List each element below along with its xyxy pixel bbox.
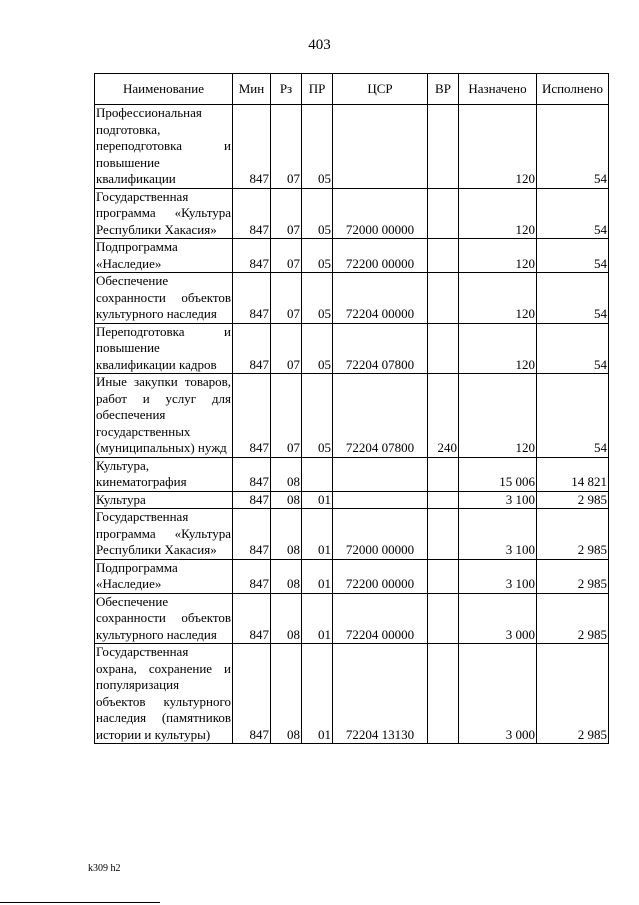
cell-csr: 72200 00000 xyxy=(333,239,428,273)
cell-executed: 2 985 xyxy=(537,593,609,644)
cell-vr: 240 xyxy=(428,374,459,458)
cell-executed: 54 xyxy=(537,105,609,189)
cell-name: Подпрограмма «Наследие» xyxy=(95,559,233,593)
table-body xyxy=(95,105,609,744)
cell-assigned: 120 xyxy=(459,273,537,324)
header-csr: ЦСР xyxy=(333,74,428,105)
footer-rule xyxy=(0,902,160,903)
cell-pr: 05 xyxy=(302,374,333,458)
cell-min: 847 xyxy=(233,239,271,273)
cell-assigned: 3 000 xyxy=(459,593,537,644)
cell-executed: 54 xyxy=(537,188,609,239)
cell-pr: 01 xyxy=(302,644,333,744)
cell-vr xyxy=(428,644,459,744)
cell-csr: 72200 00000 xyxy=(333,559,428,593)
table-row xyxy=(95,457,609,491)
cell-assigned: 120 xyxy=(459,105,537,189)
cell-pr: 01 xyxy=(302,491,333,509)
cell-csr: 72204 07800 xyxy=(333,374,428,458)
cell-pr: 01 xyxy=(302,509,333,560)
cell-vr xyxy=(428,509,459,560)
cell-pr: 05 xyxy=(302,239,333,273)
cell-assigned: 15 006 xyxy=(459,457,537,491)
cell-csr: 72204 00000 xyxy=(333,593,428,644)
cell-vr xyxy=(428,323,459,374)
cell-executed: 54 xyxy=(537,374,609,458)
cell-vr xyxy=(428,239,459,273)
cell-min: 847 xyxy=(233,457,271,491)
cell-csr: 72204 00000 xyxy=(333,273,428,324)
cell-min: 847 xyxy=(233,188,271,239)
cell-name: Подпрограмма «Наследие» xyxy=(95,239,233,273)
cell-name: Обеспечение сохранности объектов культурного наследия xyxy=(96,273,231,321)
header-pr: ПР xyxy=(302,74,333,105)
cell-rz: 08 xyxy=(271,491,302,509)
table-row xyxy=(95,559,609,593)
cell-rz: 08 xyxy=(271,644,302,744)
cell-executed: 2 985 xyxy=(537,491,609,509)
cell-vr xyxy=(428,457,459,491)
cell-csr xyxy=(333,457,428,491)
table-row xyxy=(95,239,609,273)
cell-min: 847 xyxy=(233,491,271,509)
cell-name: Переподготовка и повышение квалификации кадров xyxy=(96,323,231,372)
cell-executed: 2 985 xyxy=(537,509,609,560)
table-row xyxy=(95,374,609,458)
cell-rz: 07 xyxy=(271,323,302,374)
footer-code: k309 h2 xyxy=(88,863,121,874)
cell-executed: 54 xyxy=(537,323,609,374)
cell-rz: 07 xyxy=(271,105,302,189)
cell-min: 847 xyxy=(233,644,271,744)
cell-rz: 07 xyxy=(271,374,302,458)
cell-executed: 2 985 xyxy=(537,559,609,593)
cell-assigned: 3 100 xyxy=(459,491,537,509)
cell-rz: 07 xyxy=(271,273,302,324)
cell-assigned: 120 xyxy=(459,188,537,239)
table-row xyxy=(95,593,609,644)
cell-vr xyxy=(428,188,459,239)
cell-rz: 08 xyxy=(271,457,302,491)
header-vr: ВР xyxy=(428,74,459,105)
cell-pr: 01 xyxy=(302,593,333,644)
cell-executed: 2 985 xyxy=(537,644,609,744)
cell-rz: 08 xyxy=(271,593,302,644)
cell-vr xyxy=(428,491,459,509)
table-row xyxy=(95,273,609,324)
cell-name: Обеспечение сохранности объектов культурного наследия xyxy=(96,593,231,642)
cell-csr: 72204 07800 xyxy=(333,323,428,374)
table-row xyxy=(95,491,609,509)
budget-table xyxy=(94,73,609,744)
cell-min: 847 xyxy=(233,509,271,560)
cell-executed: 54 xyxy=(537,273,609,324)
cell-csr: 72204 13130 xyxy=(333,644,428,744)
table-row xyxy=(95,323,609,374)
header-row xyxy=(95,74,609,105)
cell-name: Культура xyxy=(95,491,233,509)
cell-min: 847 xyxy=(233,374,271,458)
cell-min: 847 xyxy=(233,105,271,189)
cell-assigned: 120 xyxy=(459,374,537,458)
cell-vr xyxy=(428,105,459,189)
cell-executed: 54 xyxy=(537,239,609,273)
cell-assigned: 3 100 xyxy=(459,559,537,593)
cell-pr: 05 xyxy=(302,188,333,239)
header-assigned: Назначено xyxy=(459,74,537,105)
cell-name: Иные закупки товаров, работ и услуг для обеспечения государственных (муниципальных) нужд xyxy=(96,374,231,455)
cell-name: Профессиональная подготовка, переподготовка и повышение квалификации xyxy=(96,105,231,186)
cell-min: 847 xyxy=(233,593,271,644)
cell-pr: 05 xyxy=(302,323,333,374)
cell-vr xyxy=(428,559,459,593)
cell-rz: 07 xyxy=(271,239,302,273)
cell-name: Государственная охрана, сохранение и популяризация объектов культурного наследия (памятников истории и культуры) xyxy=(96,644,231,742)
header-rz: Рз xyxy=(271,74,302,105)
cell-assigned: 120 xyxy=(459,323,537,374)
table-row xyxy=(95,509,609,560)
cell-csr xyxy=(333,105,428,189)
header-executed: Исполнено xyxy=(537,74,609,105)
cell-pr: 05 xyxy=(302,105,333,189)
page-number: 403 xyxy=(308,37,331,53)
cell-name: Государственная программа «Культура Республики Хакасия» xyxy=(96,509,231,557)
cell-executed: 14 821 xyxy=(537,457,609,491)
cell-csr: 72000 00000 xyxy=(333,509,428,560)
cell-pr xyxy=(302,457,333,491)
cell-rz: 08 xyxy=(271,509,302,560)
cell-assigned: 3 100 xyxy=(459,509,537,560)
cell-name: Культура, кинематография xyxy=(95,457,233,491)
cell-assigned: 120 xyxy=(459,239,537,273)
header-name: Наименование xyxy=(95,74,233,105)
cell-min: 847 xyxy=(233,323,271,374)
cell-pr: 01 xyxy=(302,559,333,593)
cell-assigned: 3 000 xyxy=(459,644,537,744)
cell-csr: 72000 00000 xyxy=(333,188,428,239)
table-row xyxy=(95,644,609,744)
table-row xyxy=(95,105,609,189)
cell-rz: 07 xyxy=(271,188,302,239)
header-min: Мин xyxy=(233,74,271,105)
cell-vr xyxy=(428,273,459,324)
cell-min: 847 xyxy=(233,559,271,593)
cell-name: Государственная программа «Культура Республики Хакасия» xyxy=(96,188,231,237)
cell-csr xyxy=(333,491,428,509)
cell-rz: 08 xyxy=(271,559,302,593)
table-row xyxy=(95,188,609,239)
cell-vr xyxy=(428,593,459,644)
cell-pr: 05 xyxy=(302,273,333,324)
cell-min: 847 xyxy=(233,273,271,324)
